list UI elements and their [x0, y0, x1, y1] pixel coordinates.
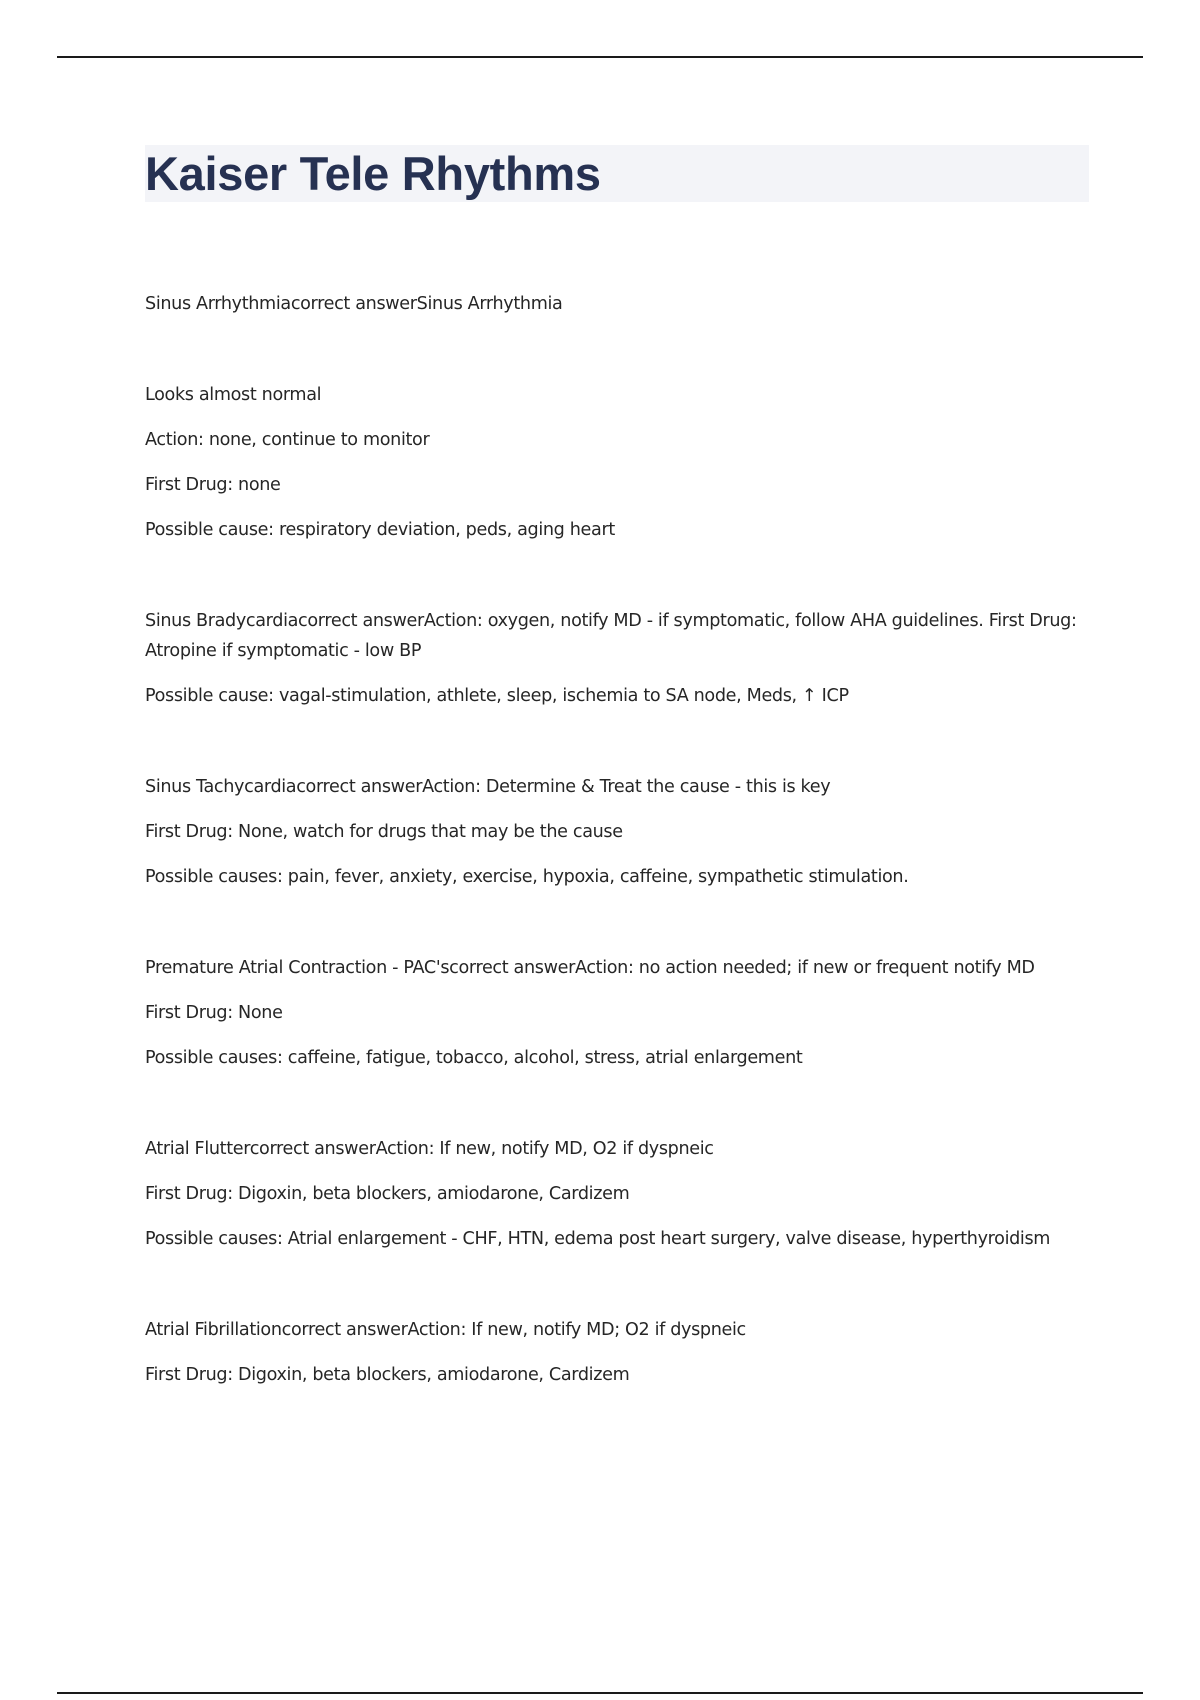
entry-line: First Drug: None: [145, 1003, 283, 1023]
entry-line: Sinus Bradycardiacorrect answerAction: oxygen, notify MD - if symptomatic, follow AHA guidelines. First Drug: Atropine if symptomatic - low BP: [145, 611, 1077, 661]
document-body: [145, 289, 1089, 1451]
entry-line: Possible causes: Atrial enlargement - CHF, HTN, edema post heart surgery, valve disease, hyperthyroidism: [145, 1229, 1051, 1249]
title-banner: [145, 145, 1089, 202]
entry-sinus-tachycardia: [145, 772, 1089, 892]
entry-premature-atrial-contraction: [145, 953, 1089, 1073]
entry-sinus-arrhythmia-details: [145, 380, 1089, 545]
entry-line: First Drug: none: [145, 475, 281, 495]
entry-line: Action: none, continue to monitor: [145, 430, 430, 450]
entry-line: Atrial Fibrillationcorrect answerAction: If new, notify MD; O2 if dyspneic: [145, 1320, 746, 1340]
entry-line: Atrial Fluttercorrect answerAction: If new, notify MD, O2 if dyspneic: [145, 1139, 714, 1159]
entry-atrial-fibrillation: [145, 1315, 1089, 1390]
entry-line: Possible causes: caffeine, fatigue, tobacco, alcohol, stress, atrial enlargement: [145, 1048, 803, 1068]
entry-line: Looks almost normal: [145, 385, 322, 405]
entry-line: First Drug: None, watch for drugs that may be the cause: [145, 822, 623, 842]
entry-line: First Drug: Digoxin, beta blockers, amiodarone, Cardizem: [145, 1365, 630, 1385]
entry-line: First Drug: Digoxin, beta blockers, amiodarone, Cardizem: [145, 1184, 630, 1204]
entry-line: Premature Atrial Contraction - PAC'scorrect answerAction: no action needed; if new or frequent notify MD: [145, 958, 1035, 978]
entry-line: Sinus Tachycardiacorrect answerAction: Determine & Treat the cause - this is key: [145, 777, 831, 797]
page-title: Kaiser Tele Rhythms: [145, 147, 601, 200]
entry-sinus-arrhythmia-heading: [145, 289, 1089, 319]
entry-line: Possible causes: pain, fever, anxiety, exercise, hypoxia, caffeine, sympathetic stimulation.: [145, 867, 909, 887]
entry-line: Possible cause: vagal-stimulation, athlete, sleep, ischemia to SA node, Meds, ↑ ICP: [145, 686, 849, 706]
entry-line: Sinus Arrhythmiacorrect answerSinus Arrhythmia: [145, 294, 563, 314]
entry-atrial-flutter: [145, 1134, 1089, 1254]
top-divider: [57, 56, 1143, 58]
entry-line: Possible cause: respiratory deviation, peds, aging heart: [145, 520, 615, 540]
bottom-divider: [57, 1692, 1143, 1694]
entry-sinus-bradycardia: [145, 606, 1089, 711]
